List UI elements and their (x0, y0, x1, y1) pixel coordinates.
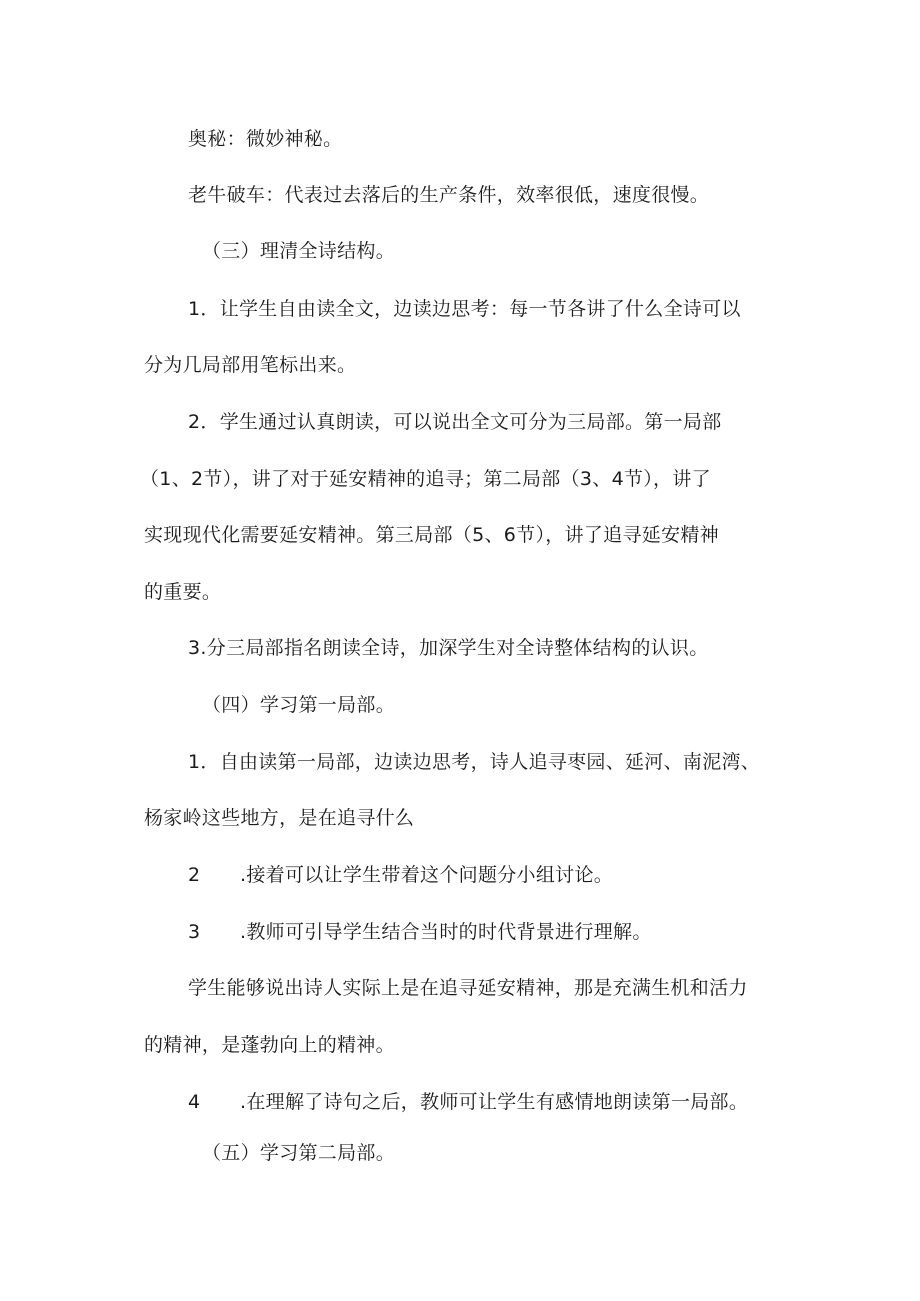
text-line: 的重要。 (144, 581, 222, 603)
list-number: 2 (188, 864, 201, 886)
section-heading: （五）学习第二局部。 (202, 1142, 396, 1164)
list-text: .在理解了诗句之后，教师可让学生有感情地朗读第一局部。 (240, 1091, 749, 1113)
text-line: 老牛破车：代表过去落后的生产条件，效率很低，速度很慢。 (188, 184, 710, 206)
list-item: 1．让学生自由读全文，边读边思考：每一节各讲了什么全诗可以 (188, 298, 741, 320)
text-line: 实现现代化需要延安精神。第三局部（5、6节），讲了追寻延安精神 (144, 524, 719, 546)
list-item (188, 1090, 748, 1114)
list-text: .教师可引导学生结合当时的时代背景进行理解。 (240, 921, 652, 943)
list-item: 2．学生通过认真朗读，可以说出全文可分为三局部。第一局部 (188, 411, 722, 433)
list-item (188, 920, 652, 944)
list-number: 4 (188, 1091, 201, 1113)
text-line: 的精神，是蓬勃向上的精神。 (144, 1034, 395, 1056)
list-text: .接着可以让学生带着这个问题分小组讨论。 (240, 864, 614, 886)
section-heading: （三）理清全诗结构。 (202, 240, 396, 262)
text-line: 学生能够说出诗人实际上是在追寻延安精神，那是充满生机和活力 (188, 977, 748, 999)
list-item (188, 863, 613, 887)
text-line: 奥秘：微妙神秘。 (188, 128, 343, 150)
list-number: 3 (188, 921, 201, 943)
section-heading: （四）学习第一局部。 (202, 694, 396, 716)
text-line: （1、2节），讲了对于延安精神的追寻；第二局部（3、4节），讲了 (140, 468, 711, 490)
list-item: 1．自由读第一局部，边读边思考，诗人追寻枣园、延河、南泥湾、 (188, 751, 761, 773)
text-line: 杨家岭这些地方，是在追寻什么 (144, 807, 415, 829)
list-item: 3.分三局部指名朗读全诗，加深学生对全诗整体结构的认识。 (188, 637, 709, 659)
text-line: 分为几局部用笔标出来。 (144, 354, 357, 376)
